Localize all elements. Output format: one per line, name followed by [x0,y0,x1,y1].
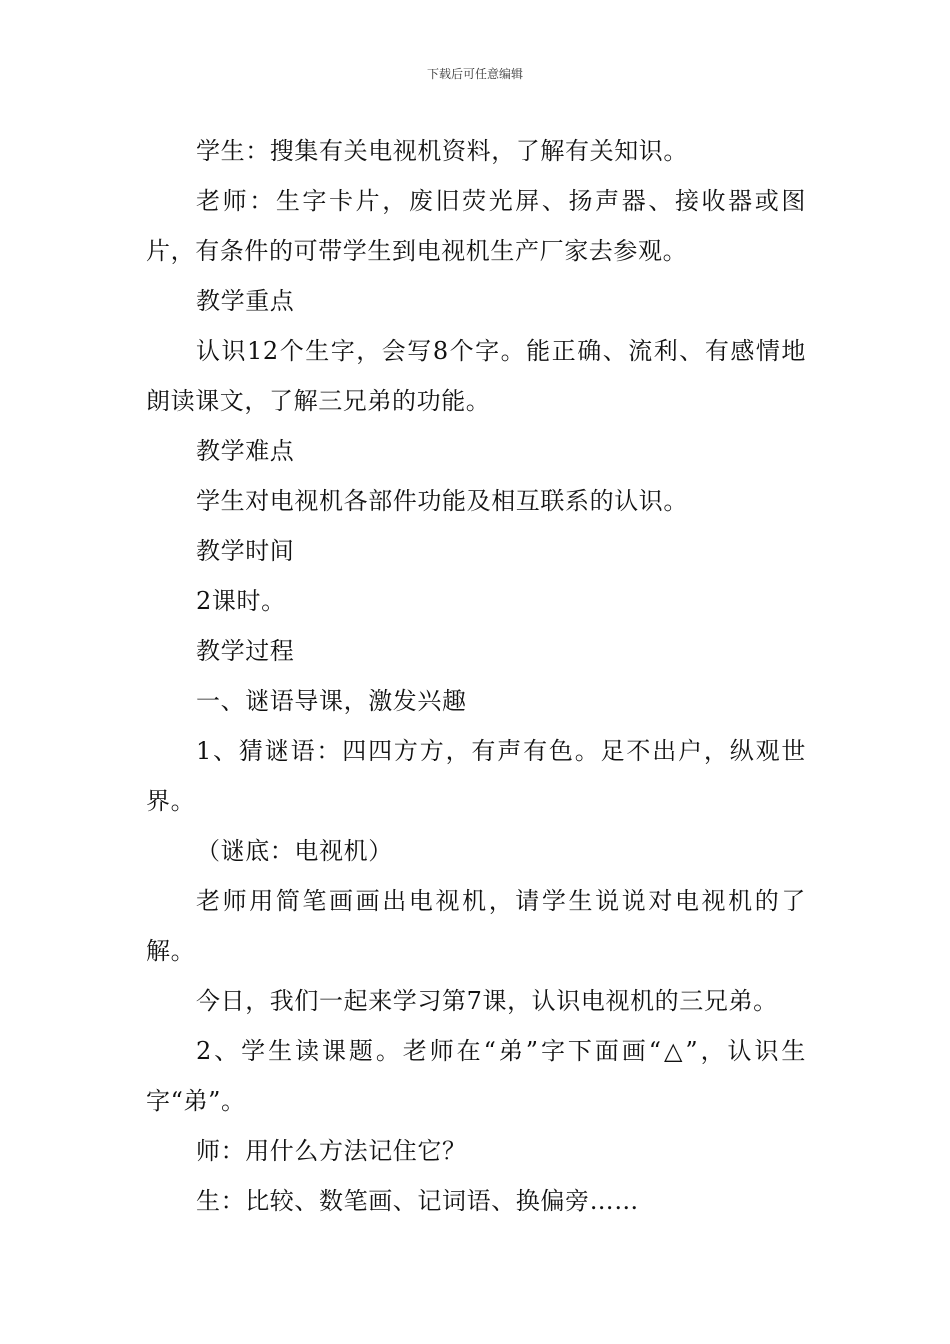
page-header: 下载后可任意编辑 [426,67,523,81]
paragraph-riddle-answer: （谜底：电视机） [196,837,393,865]
paragraph-students-prep: 学生：搜集有关电视机资料，了解有关知识。 [196,137,688,165]
heading-teaching-process: 教学过程 [196,637,295,665]
paragraph-teacher-prep: 老师：生字卡片，废旧荧光屏、扬声器、接收器或图片，有条件的可带学生到电视机生产厂家去参观。 [146,187,806,265]
paragraph-teaching-time: 2课时。 [196,587,286,615]
heading-key-points: 教学重点 [196,287,295,315]
heading-difficulties: 教学难点 [196,437,295,465]
paragraph-today-lesson: 今日，我们一起来学习第7课，认识电视机的三兄弟。 [196,987,778,1015]
document-body [146,126,806,1226]
section-riddle-intro: 一、谜语导课，激发兴趣 [196,687,467,715]
paragraph-read-title: 2、学生读课题。老师在“弟”字下面画“△”，认识生字“弟”。 [146,1037,806,1115]
paragraph-teacher-question: 师：用什么方法记住它？ [196,1137,467,1165]
heading-teaching-time: 教学时间 [196,537,295,565]
paragraph-student-answer: 生：比较、数笔画、记词语、换偏旁…… [196,1187,639,1215]
paragraph-riddle: 1、猜谜语：四四方方，有声有色。足不出户，纵观世界。 [146,737,806,815]
paragraph-teacher-drawing: 老师用简笔画画出电视机，请学生说说对电视机的了解。 [146,887,806,965]
paragraph-difficulties: 学生对电视机各部件功能及相互联系的认识。 [196,487,688,515]
paragraph-key-points: 认识12个生字，会写8个字。能正确、流利、有感情地朗读课文，了解三兄弟的功能。 [146,337,806,415]
